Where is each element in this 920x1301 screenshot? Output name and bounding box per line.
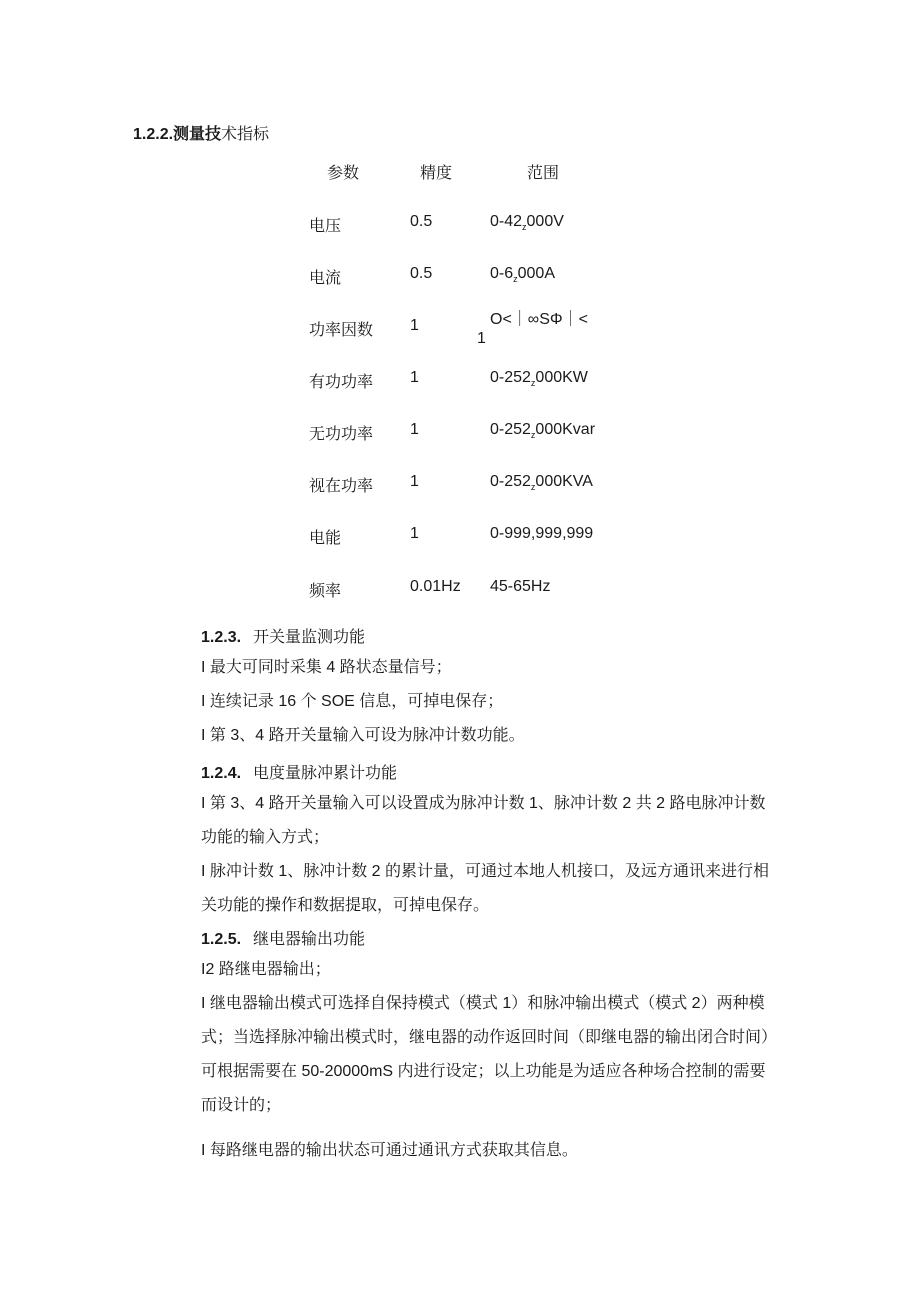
list-item: I 每路继电器的输出状态可通过通讯方式获取其信息。 [201, 1142, 578, 1159]
table-row-precision: 0.01Hz [410, 578, 461, 595]
table-row-param: 有功功率 [309, 374, 374, 391]
heading-rest-text: 术指标 [221, 126, 270, 143]
table-row-param: 频率 [309, 583, 342, 600]
table-row-precision: 1 [410, 317, 419, 334]
section-title: 电度量脉冲累计功能 [253, 765, 398, 782]
section-title: 开关量监测功能 [253, 629, 366, 646]
table-row-precision: 1 [410, 473, 419, 490]
table-header-precision: 精度 [420, 165, 453, 182]
section-heading-1-2-2 [133, 121, 269, 144]
section-heading-1-2-3 [201, 624, 365, 647]
section-number: 1.2.5. [201, 931, 242, 948]
list-item: I2 路继电器输出； [201, 961, 331, 978]
table-row-range: 0-999,999,999 [490, 525, 594, 542]
list-item: I 最大可同时采集 4 路状态量信号； [201, 659, 452, 676]
table-row-param: 电压 [309, 218, 342, 235]
table-row-param: 视在功率 [309, 478, 374, 495]
table-row-range-line2: 1 [477, 330, 486, 347]
table-row-param: 功率因数 [309, 322, 374, 339]
table-row-range [490, 369, 588, 387]
section-heading-1-2-4 [201, 760, 397, 783]
table-row-param: 电流 [309, 270, 342, 287]
table-row-param: 无功功率 [309, 426, 374, 443]
range-sub: z [513, 274, 518, 284]
table-row-precision: 1 [410, 421, 419, 438]
range-part: 000Kvar [535, 421, 596, 438]
range-part: 000KW [535, 369, 588, 386]
table-row-precision: 0.5 [410, 265, 433, 282]
range-sub: z [530, 378, 536, 388]
section-number: 1.2.4. [201, 765, 242, 782]
heading-number: 1.2.2. [133, 126, 174, 143]
table-row-param: 电能 [309, 530, 342, 547]
range-part: 0-252 [490, 369, 531, 386]
table-header-range: 范围 [527, 165, 560, 182]
list-item: I 第 3、4 路开关量输入可以设置成为脉冲计数 1、脉冲计数 2 共 2 路电脉冲计数功能的输入方式； [201, 795, 766, 846]
table-row-precision: 1 [410, 525, 419, 542]
range-part: 000A [517, 265, 555, 282]
range-part: 0-42 [490, 213, 523, 230]
section-heading-1-2-5 [201, 926, 365, 949]
table-row-precision: 0.5 [410, 213, 433, 230]
range-sub: z [530, 482, 536, 492]
list-item: I 脉冲计数 1、脉冲计数 2 的累计量，可通过本地人机接口，及远方通讯来进行相关功能的操作和数据提取，可掉电保存。 [201, 863, 770, 914]
range-sub: z [522, 222, 527, 232]
range-part: 0-252 [490, 473, 531, 490]
section-title: 继电器输出功能 [253, 931, 366, 948]
table-row-range: 45-65Hz [490, 578, 551, 595]
table-row-range-line1: O<｜∞SΦ｜< [490, 311, 588, 328]
table-header-param: 参数 [327, 165, 360, 182]
list-item: I 第 3、4 路开关量输入可设为脉冲计数功能。 [201, 727, 525, 744]
list-item: I 连续记录 16 个 SOE 信息，可掉电保存； [201, 693, 504, 710]
range-part: 0-252 [490, 421, 531, 438]
range-part: 0-6 [490, 265, 514, 282]
table-row-range [490, 265, 555, 283]
heading-bold-text: 测量技 [173, 126, 222, 143]
range-part: 000KVA [535, 473, 593, 490]
table-row-range [490, 473, 593, 491]
table-row-range [490, 421, 595, 439]
section-number: 1.2.3. [201, 629, 242, 646]
table-row-precision: 1 [410, 369, 419, 386]
range-part: 000V [526, 213, 564, 230]
table-row-range [490, 213, 564, 231]
range-sub: z [530, 430, 536, 440]
list-item: I 继电器输出模式可选择自保持模式（模式 1）和脉冲输出模式（模式 2）两种模式；当选择脉冲输出模式时，继电器的动作返回时间（即继电器的输出闭合时间）可根据需要在 50-20000mS 内进行设定；以上功能是为适应各种场合控制的需要而设计的； [201, 995, 778, 1114]
